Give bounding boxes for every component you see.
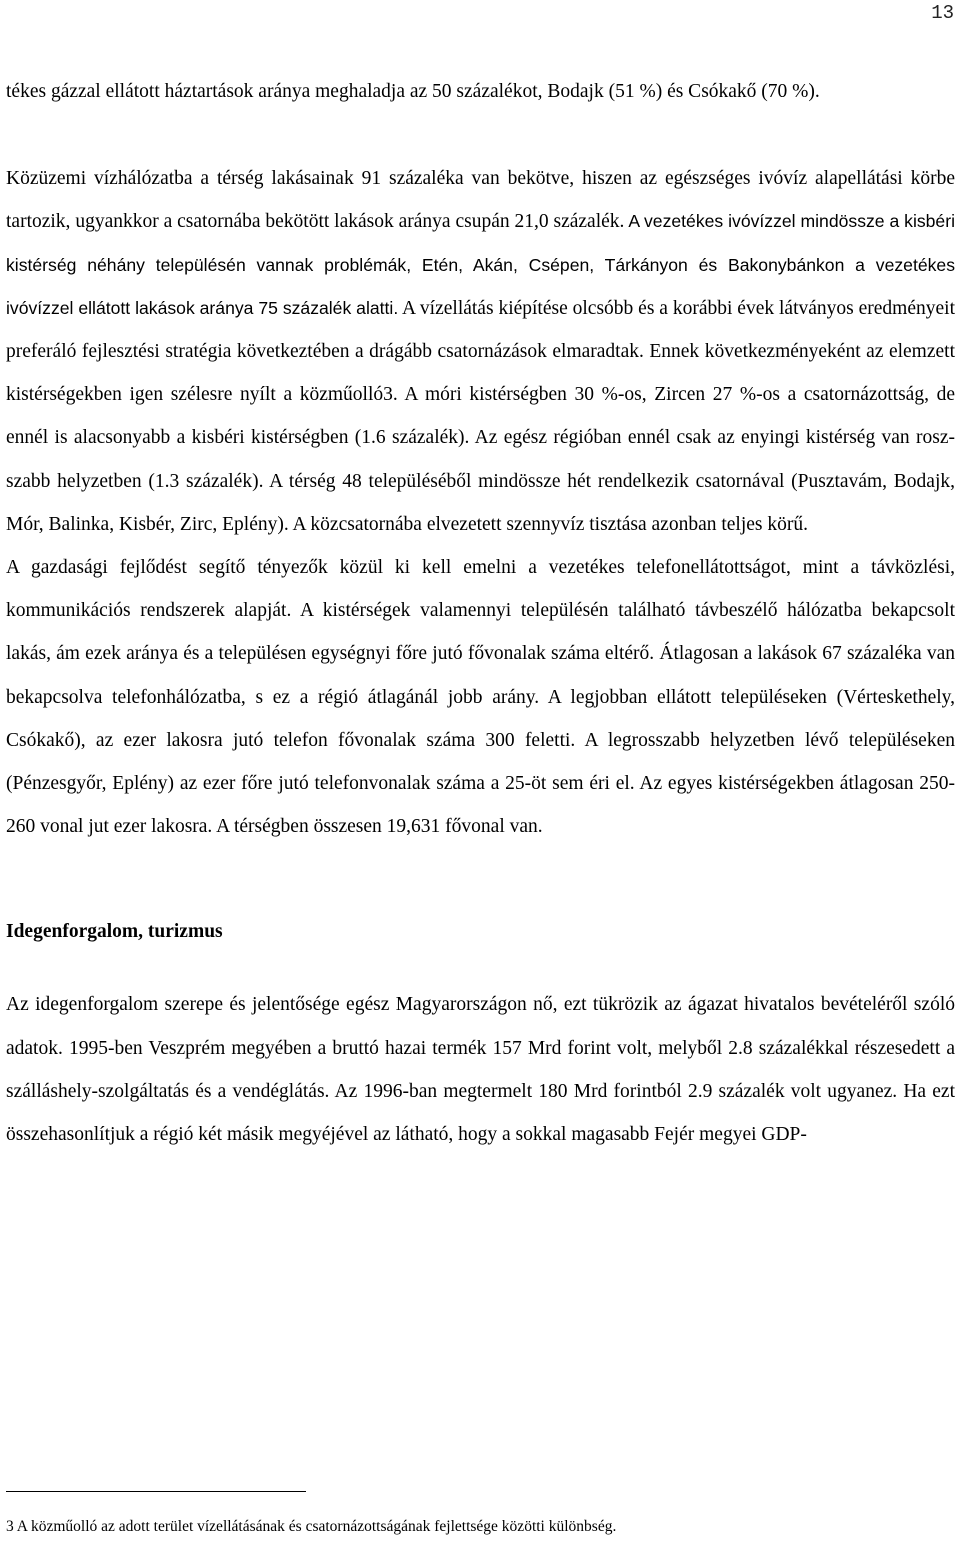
paragraph-water-sewage-part-2: A vezetékes ivóvízzel mindössze a kisbéri kistérség néhány településén vannak problémák, Etén, Akán, Csépen, Tárkányon és Bakonybánkon a vezetékes ivóvízzel ellátott lakások aránya 75 százalék alatti.: [6, 211, 955, 318]
paragraph-tourism: Az idegenforgalom szerepe és jelentősége egész Magyarországon nő, ezt tükrözik az ágazat hivatalos bevételéről szóló adatok. 1995-ben Veszprém megyében a bruttó hazai termék 157 Mrd forint volt, melyből 2.8 százalékkal részesedett a szálláshely-szolgáltatás és a vendéglátás. Az 1996-ban megtermelt 180 Mrd forintból 2.9 százalék volt ugyanez. Ha ezt összehasonlítjuk a régió két másik megyéjével az látható, hogy a sokkal magasabb Fejér megyei GDP-: [6, 994, 955, 1146]
paragraph-telephone: A gazdasági fejlődést segítő tényezők közül ki kell emelni a vezetékes telefonellátottságot, mint a távközlési, kommunikációs rendszerek alapját. A kistérségek valamennyi településén található távbeszélő hálózatba bekapcsolt lakás, ám ezek aránya és a településen egységnyi főre jutó fővonalak száma eltérő. Átlagosan a lakások 67 százaléka van bekapcsolva telefonhálózatba, s ez a régió átlagánál jobb arány. A legjobban ellátott településeken (Vérteskethely, Csókakő), az ezer lakosra jutó telefon fővonalak száma 300 feletti. A legrosszabb helyzetben lévő településeken (Pénzesgyőr, Eplény) az ezer főre jutó telefonvonalak száma a 25-öt sem éri el. Az egyes kistérségekben átlagosan 250-260 vonal jut ezer lakosra. A térségben összesen 19,631 fővonal van.: [6, 557, 955, 838]
section-heading-tourism: Idegenforgalom, turizmus: [6, 921, 223, 943]
footnote-divider: [6, 1491, 306, 1492]
page-number: 13: [931, 2, 954, 24]
paragraph-gas-households: tékes gázzal ellátott háztartások aránya meghaladja az 50 százalékot, Bodajk (51 %) és Csókakő (70 %).: [6, 81, 820, 102]
paragraph-water-sewage-part-3: A vízellátás kiépítése olcsóbb és a korábbi évek látványos eredményeit preferáló fejlesztési stratégia következtében a drágább csatornázások elmaradtak. Ennek következményeként az elemzett kistérségekben igen szélesre nyílt a közműolló3. A móri kistérségben 30 %-os, Zircen 27 %-os a csatornázottság, de ennél is alacsonyabb a kisbéri kistérségben (1.6 százalék). Az egész régióban ennél csak az enyingi kistérség van roszszabb helyzetben (1.3 százalék). A térség 48 településéből mindössze hét rendelkezik csatornával (Pusztavám, Bodajk, Mór, Balinka, Kisbér, Zirc, Eplény). A közcsatornába elvezetett szennyvíz tisztása azonban teljes körű.: [6, 297, 955, 535]
paragraph-water-sewage: [6, 157, 955, 546]
footnote-3: 3 A közműolló az adott terület vízellátásának és csatornázottságának fejlettsége közötti különbség.: [6, 1518, 617, 1535]
paragraph-water-sewage-part-1: Közüzemi vízhálózatba a térség lakásainak 91 százaléka van bekötve, hiszen az egészséges ivóvíz alapellátási körbe tartozik, ugyankkor a csatornába bekötött lakások aránya csupán 21,0 százalék.: [6, 168, 955, 233]
page-body: [6, 70, 955, 1156]
